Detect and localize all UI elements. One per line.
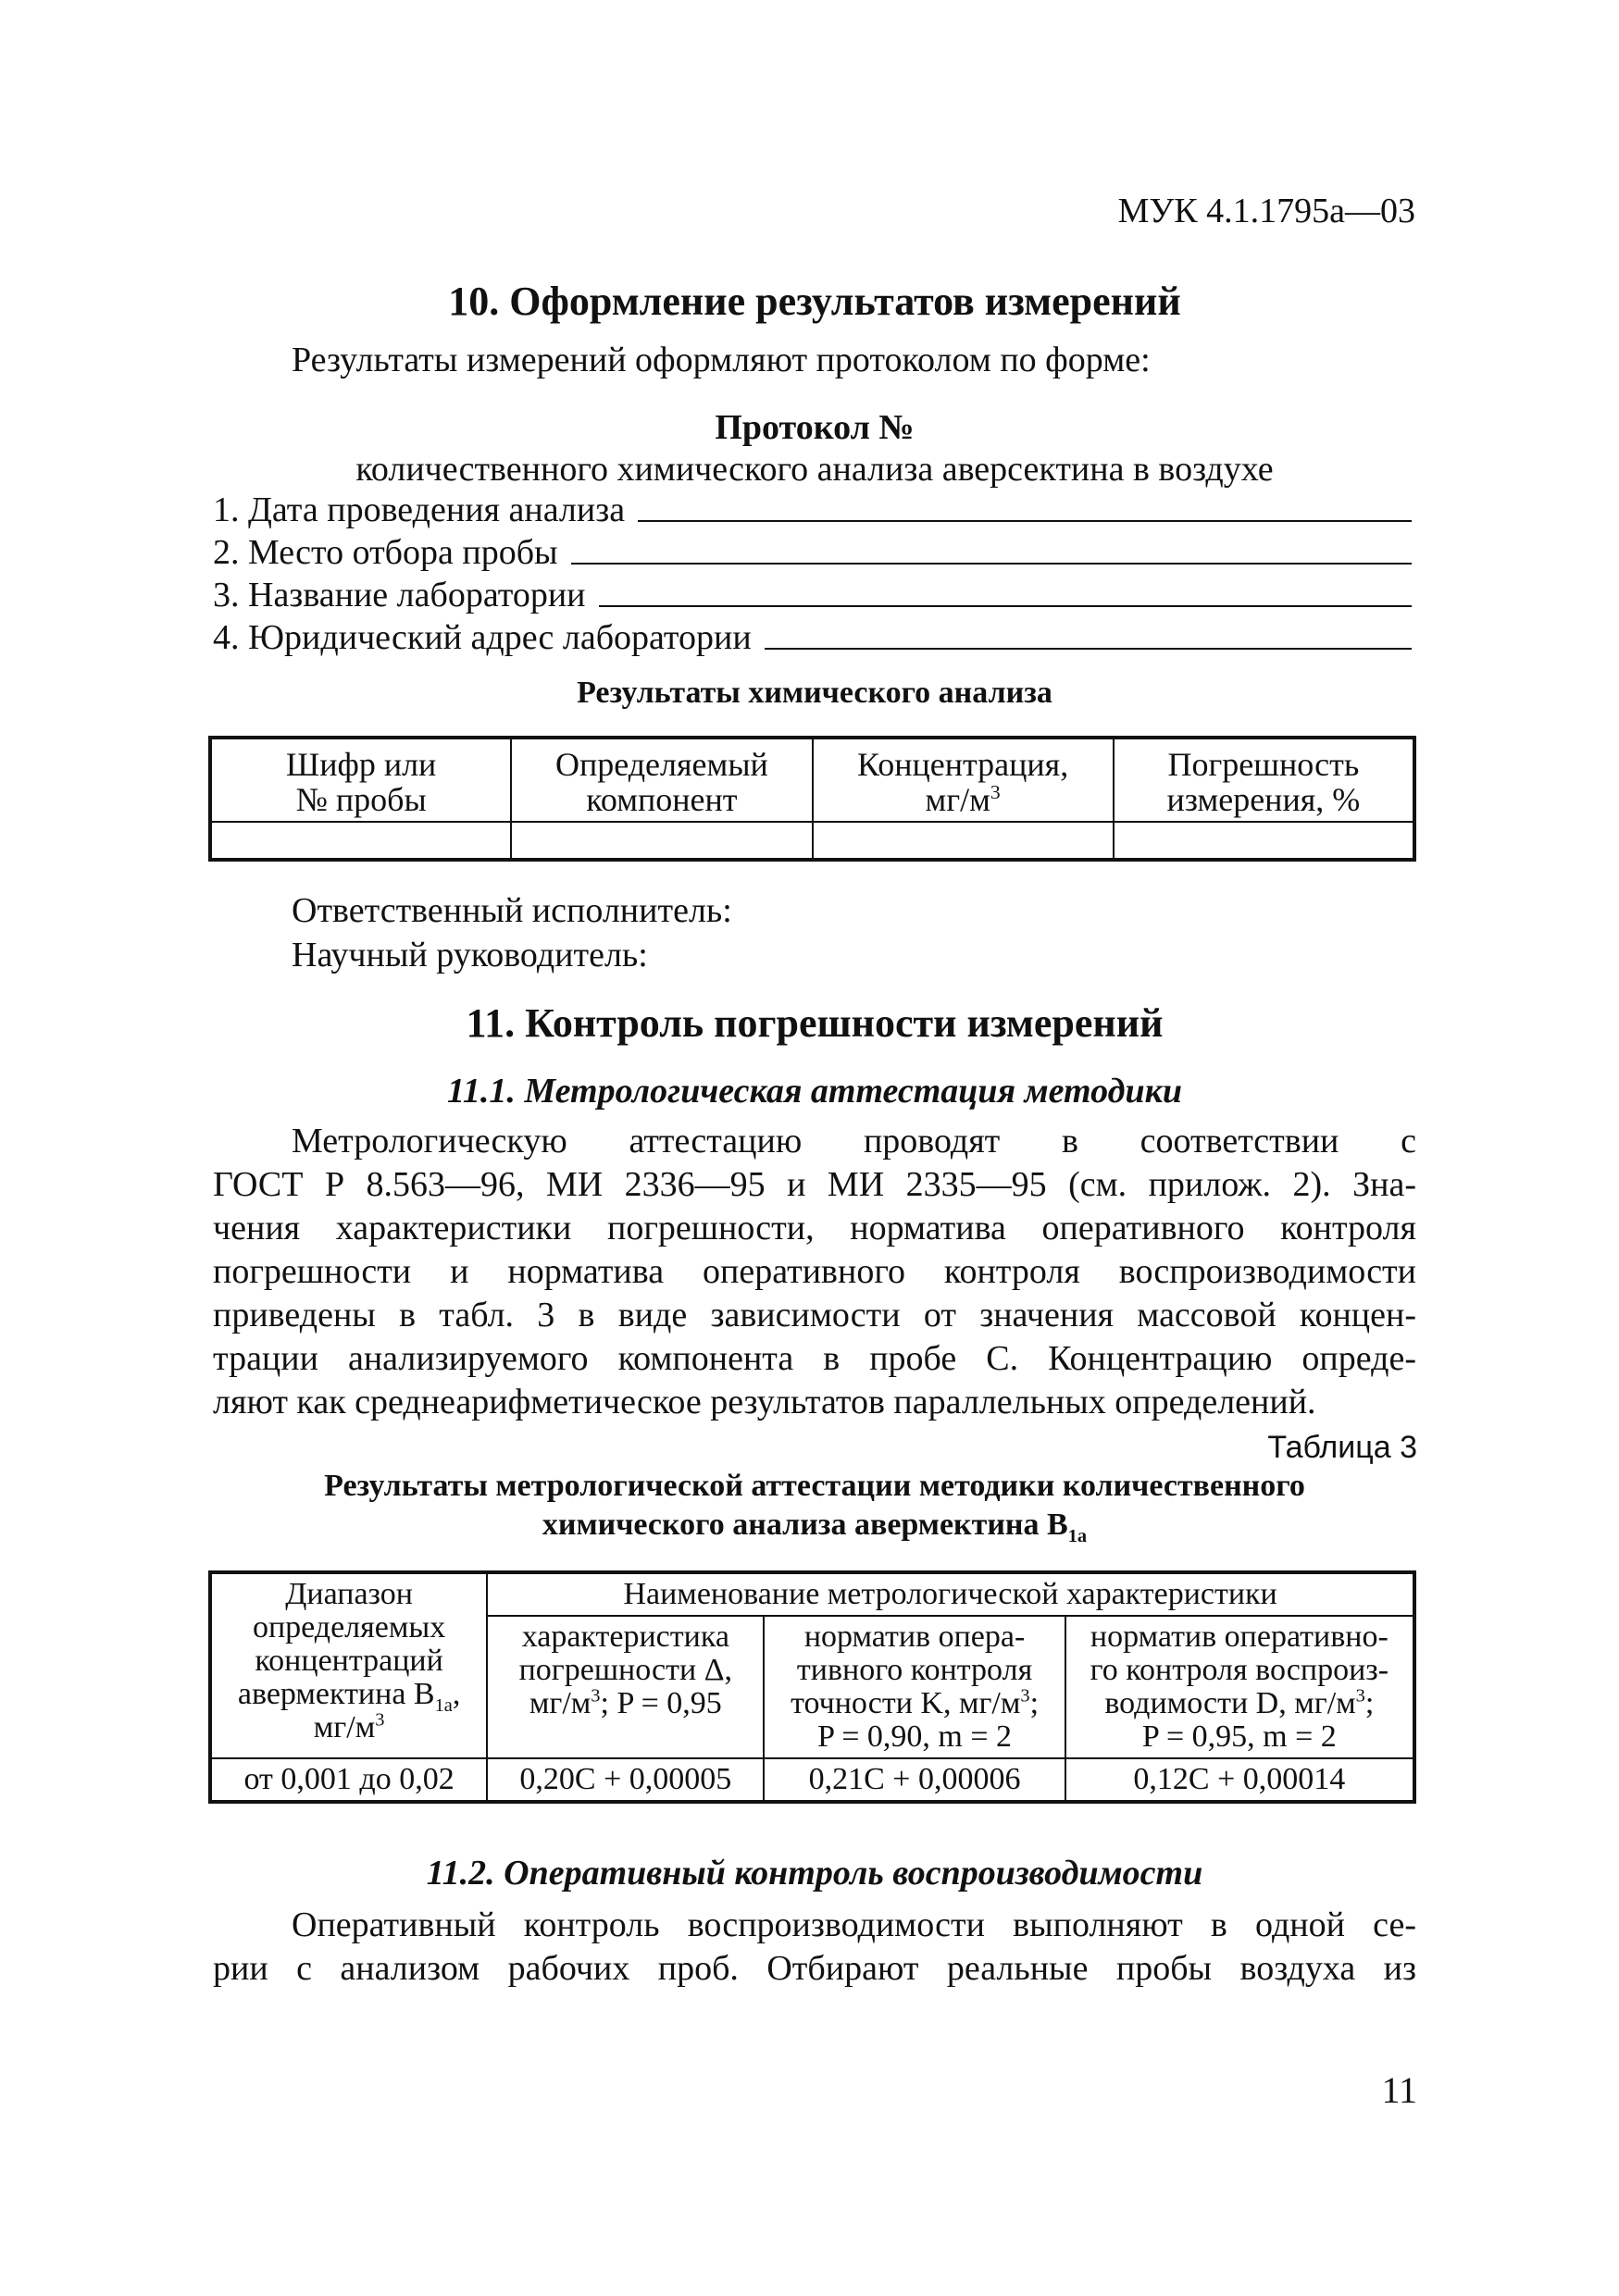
section-11-title: 11. Контроль погрешности измерений — [466, 1000, 1164, 1046]
protocol-subtitle: количественного химического анализа аверсектина в воздухе — [355, 450, 1274, 489]
col-range: Диапазон определяемых концентраций авермектина $B_{1a}$, $мг/м^3$ — [210, 1572, 487, 1758]
subsection-11-2-title: 11.2. Оперативный контроль воспроизводимости — [426, 1854, 1203, 1893]
table-cell[interactable] — [1114, 822, 1414, 860]
paragraph-11-1: Метрологическую аттестацию проводят в соответствии с ГОСТ Р 8.563—96, МИ 2336—95 и МИ 2335—95 (см. прилож. 2). Зна- чения характеристики погрешности, норматива оперативного контроля погрешности и норматива оперативного контроля воспроизводимости приведены в табл. 3 в виде зависимости от значения массовой концен- трации анализируемого компонента в пробе С. Концентрацию опреде- ляют как среднеарифметическое результатов параллельных определений. — [213, 1122, 1416, 1421]
table-cell[interactable] — [511, 822, 812, 860]
table-header-row — [210, 738, 1414, 822]
blank-line[interactable] — [765, 616, 1412, 650]
field-sampling-place — [213, 531, 1412, 574]
table-cell[interactable] — [210, 822, 511, 860]
field-analysis-date — [213, 489, 1412, 531]
table-cell: 0,21C + 0,00006 — [764, 1758, 1065, 1802]
table-3-caption: Результаты метрологической аттестации методики количественного химического анализа авермектина $B_{1a}$ — [324, 1469, 1305, 1546]
field-lab-name — [213, 574, 1412, 616]
col-accuracy-standard: норматив опера- тивного контроля точности K, $мг/м^3$; P = 0,90, m = 2 — [764, 1616, 1065, 1758]
scientific-supervisor: Научный руководитель: — [292, 936, 648, 974]
table-cell: 0,12C + 0,00014 — [1065, 1758, 1414, 1802]
field-label: 3. Название лаборатории — [213, 576, 586, 614]
col-error: Погрешность измерения, % — [1114, 738, 1414, 822]
blank-line[interactable] — [638, 489, 1412, 522]
col-component: Определяемый компонент — [511, 738, 812, 822]
col-concentration: Концентрация, $мг/м^3$ — [813, 738, 1114, 822]
responsible-executor: Ответственный исполнитель: — [292, 891, 732, 930]
document-code: МУК 4.1.1795а—03 — [1117, 192, 1415, 230]
page-number: 11 — [1381, 2069, 1417, 2111]
results-table — [208, 736, 1416, 862]
results-caption: Результаты химического анализа — [577, 676, 1052, 710]
table-header-row — [210, 1572, 1414, 1616]
table-cell[interactable] — [813, 822, 1114, 860]
table-row — [210, 1758, 1414, 1802]
section-10-title: 10. Оформление результатов измерений — [448, 279, 1181, 324]
section-10-intro: Результаты измерений оформляют протоколом по форме: — [292, 341, 1151, 379]
field-label: 4. Юридический адрес лаборатории — [213, 618, 752, 657]
table-number: Таблица 3 — [1267, 1430, 1417, 1465]
protocol-title: Протокол № — [715, 408, 915, 447]
field-lab-address — [213, 616, 1412, 659]
field-label: 1. Дата проведения анализа — [213, 490, 626, 529]
table-cell: от 0,001 до 0,02 — [210, 1758, 487, 1802]
metrology-table — [208, 1570, 1416, 1804]
col-sample-code: Шифр или № пробы — [210, 738, 511, 822]
col-reproducibility-standard: норматив оперативно- го контроля воспроиз- водимости D, $мг/м^3$; P = 0,95, m = 2 — [1065, 1616, 1414, 1758]
col-group-header: Наименование метрологической характеристики — [487, 1572, 1414, 1616]
blank-line[interactable] — [571, 531, 1412, 565]
field-label: 2. Место отбора пробы — [213, 533, 558, 572]
subsection-11-1-title: 11.1. Метрологическая аттестация методики — [447, 1072, 1182, 1111]
paragraph-11-2: Оперативный контроль воспроизводимости выполняют в одной се- рии с анализом рабочих проб. Отбирают реальные пробы воздуха из — [213, 1905, 1416, 1988]
blank-line[interactable] — [599, 574, 1413, 607]
table-row — [210, 822, 1414, 860]
table-cell: 0,20C + 0,00005 — [487, 1758, 764, 1802]
col-error-characteristic: характеристика погрешности Δ, $мг/м^3$; P = 0,95 — [487, 1616, 764, 1758]
